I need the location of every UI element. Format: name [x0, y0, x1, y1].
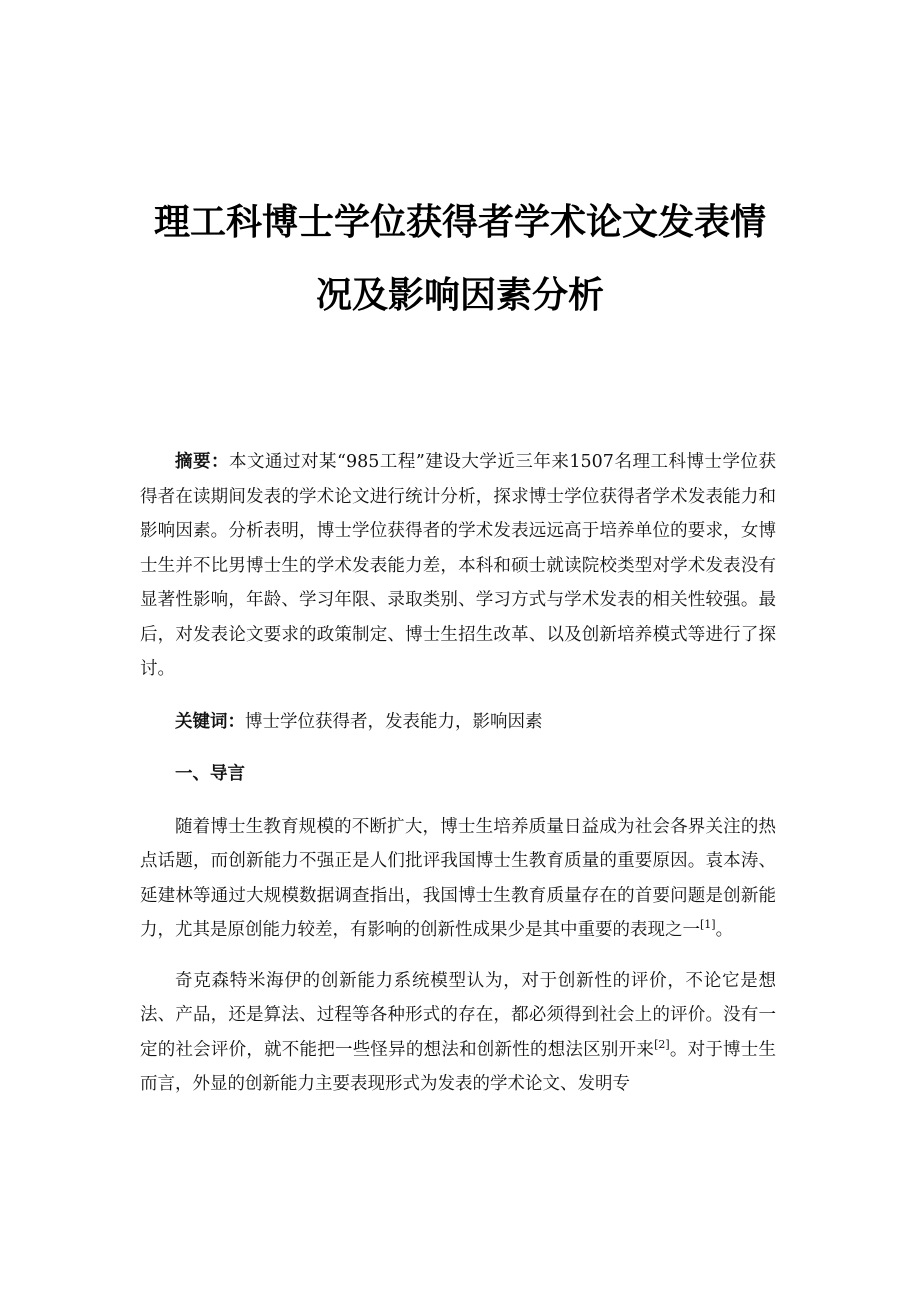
citation-ref-1: [1]: [700, 918, 716, 931]
paper-title: [120, 186, 800, 332]
abstract-paragraph: [140, 445, 776, 687]
body-text: [140, 445, 776, 1102]
intro-paragraph-2-tail: 。对于博士生而言，外显的创新能力主要表现形式为发表的学术论文、发明专: [140, 1039, 777, 1094]
keywords-text: 博士学位获得者，发表能力，影响因素: [245, 711, 543, 732]
keywords-paragraph: [140, 705, 776, 740]
intro-paragraph-1-text: 随着博士生教育规模的不断扩大，博士生培养质量日益成为社会各界关注的热点话题，而创新能力不强正是人们批评我国博士生教育质量的重要原因。袁本涛、延建林等通过大规模数据调查指出，我国博士生教育质量存在的首要问题是创新能力，尤其是原创能力较差，有影响的创新性成果少是其中重要的表现之一: [140, 816, 776, 940]
abstract-label: 摘要：: [175, 452, 230, 472]
intro-paragraph-2-text: 奇克森特米海伊的创新能力系统模型认为，对于创新性的评价，不论它是想法、产品，还是算法、过程等各种形式的存在，都必须得到社会上的评价。没有一定的社会评价，就不能把一些怪异的想法和创新性的想法区别开来: [140, 970, 776, 1060]
title-line-1: 理工科博士学位获得者学术论文发表情: [153, 202, 766, 243]
intro-paragraph-1: [140, 810, 776, 948]
section-heading: 一、导言: [175, 764, 245, 784]
intro-paragraph-1-end: 。: [715, 920, 734, 940]
abstract-text: 本文通过对某“985工程”建设大学近三年来1507名理工科博士学位获得者在读期间发表的学术论文进行统计分析，探求博士学位获得者学术发表能力和影响因素。分析表明，博士学位获得者的学术发表远远高于培养单位的要求，女博士生并不比男博士生的学术发表能力差，本科和硕士就读院校类型对学术发表没有显著性影响，年龄、学习年限、录取类别、学习方式与学术发表的相关性较强。最后，对发表论文要求的政策制定、博士生招生改革、以及创新培养模式等进行了探讨。: [140, 452, 776, 679]
keywords-label: 关键词：: [175, 711, 245, 732]
intro-paragraph-2: [140, 964, 776, 1102]
citation-ref-2: [2]: [654, 1037, 670, 1051]
title-line-2: 况及影响因素分析: [315, 275, 604, 316]
